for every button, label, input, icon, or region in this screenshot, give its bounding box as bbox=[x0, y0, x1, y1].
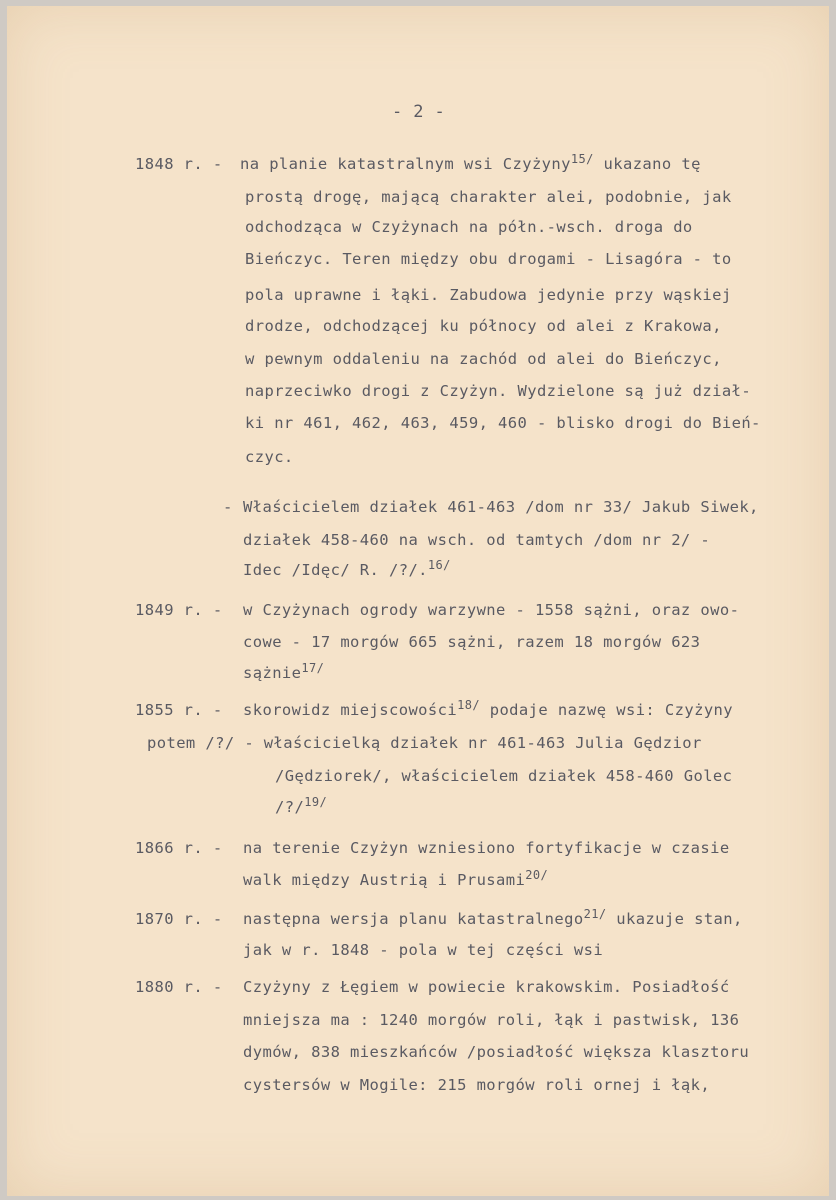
text-line: na planie katastralnym wsi Czyżyny$^{15/}$ ukazano tę bbox=[240, 152, 701, 173]
text-line: sążnie$^{17/}$ bbox=[243, 661, 325, 682]
entry-year: 1848 r. - bbox=[135, 155, 223, 173]
entry-year: 1855 r. - bbox=[135, 701, 223, 719]
text-line: cowe - 17 morgów 665 sążni, razem 18 morgów 623 bbox=[243, 633, 701, 651]
text-line: w pewnym oddaleniu na zachód od alei do Bieńczyc, bbox=[245, 350, 722, 368]
text-line: mniejsza ma : 1240 morgów roli, łąk i pastwisk, 136 bbox=[243, 1011, 740, 1029]
text-line: cystersów w Mogile: 215 morgów roli ornej i łąk, bbox=[243, 1076, 711, 1094]
text-line: na terenie Czyżyn wzniesiono fortyfikacje w czasie bbox=[243, 839, 730, 857]
text-line: jak w r. 1848 - pola w tej części wsi bbox=[243, 941, 604, 959]
text-line: Idec /Idęc/ R. /?/.$^{16/}$ bbox=[243, 558, 451, 579]
text-line: odchodząca w Czyżynach na półn.-wsch. droga do bbox=[245, 218, 693, 236]
typewritten-page bbox=[7, 6, 829, 1196]
text-line: naprzeciwko drogi z Czyżyn. Wydzielone są już dział- bbox=[245, 382, 752, 400]
entry-year: 1880 r. - bbox=[135, 978, 223, 996]
text-line: działek 458-460 na wsch. od tamtych /dom nr 2/ - bbox=[243, 531, 711, 549]
text-line: dymów, 838 mieszkańców /posiadłość większa klasztoru bbox=[243, 1043, 750, 1061]
footnote-ref: 18/ bbox=[457, 698, 480, 712]
text-line: Bieńczyc. Teren między obu drogami - Lisagóra - to bbox=[245, 250, 732, 268]
text-line: następna wersja planu katastralnego$^{21/}$ ukazuje stan, bbox=[243, 907, 743, 928]
footnote-ref: 20/ bbox=[525, 868, 549, 882]
text-line: Czyżyny z Łęgiem w powiecie krakowskim. Posiadłość bbox=[243, 978, 730, 996]
text-line: /?/$^{19/}$ bbox=[275, 795, 328, 816]
page-number: - 2 - bbox=[392, 102, 446, 122]
text-line: czyc. bbox=[245, 448, 294, 466]
text-line: drodze, odchodzącej ku północy od alei z Krakowa, bbox=[245, 317, 722, 335]
footnote-ref: 17/ bbox=[301, 661, 325, 675]
entry-year: - bbox=[223, 498, 233, 516]
text-line: /Gędziorek/, właścicielem działek 458-460 Golec bbox=[275, 767, 733, 785]
entry-year: 1849 r. - bbox=[135, 601, 223, 619]
text-line: walk między Austrią i Prusami$^{20/}$ bbox=[243, 868, 549, 889]
text-line: w Czyżynach ogrody warzywne - 1558 sążni, oraz owo- bbox=[243, 601, 740, 619]
entry-year: 1866 r. - bbox=[135, 839, 223, 857]
text-line: pola uprawne i łąki. Zabudowa jedynie przy wąskiej bbox=[245, 286, 732, 304]
footnote-ref: 19/ bbox=[304, 795, 328, 809]
text-line: potem /?/ - właścicielką działek nr 461-463 Julia Gędzior bbox=[147, 734, 702, 752]
footnote-ref: 16/ bbox=[427, 558, 451, 572]
footnote-ref: 21/ bbox=[583, 907, 607, 921]
text-line: ki nr 461, 462, 463, 459, 460 - blisko drogi do Bień- bbox=[245, 414, 761, 432]
entry-year: 1870 r. - bbox=[135, 910, 223, 928]
text-line: prostą drogę, mającą charakter alei, podobnie, jak bbox=[245, 188, 732, 206]
text-line: skorowidz miejscowości$^{18/}$ podaje nazwę wsi: Czyżyny bbox=[243, 698, 734, 719]
footnote-ref: 15/ bbox=[570, 152, 594, 166]
text-line: Właścicielem działek 461-463 /dom nr 33/ Jakub Siwek, bbox=[243, 498, 759, 516]
